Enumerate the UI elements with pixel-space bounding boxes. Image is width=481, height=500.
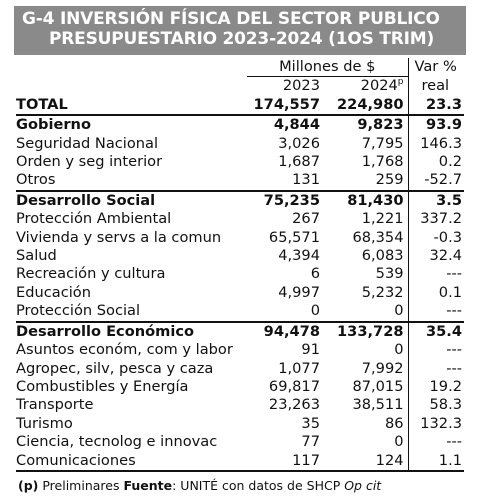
value-2023: 35 [301,414,320,432]
table-row [16,302,464,321]
value-2024: 259 [375,171,404,189]
value-var: 19.2 [408,378,464,396]
value-var: 3.5 [408,191,464,210]
value-2024: 7,992 [361,359,404,377]
table-row [16,171,464,190]
value-2023: 69,817 [268,377,320,395]
table-row [16,229,464,247]
value-2023: 4,394 [278,247,320,265]
value-2023: 1,077 [278,359,320,377]
table-row [16,341,464,359]
value-2023: 267 [292,210,320,228]
value-2024: 224,980 [324,96,408,115]
value-2024: 87,015 [352,377,404,395]
row-label: Educación [16,283,91,301]
value-2024: 5,232 [361,283,404,301]
value-2024: 539 [375,265,404,283]
row-label: Desarrollo Económico [16,322,247,341]
row-label: Comunicaciones [16,452,247,471]
header-row-2 [16,77,464,96]
footnote-opcit: Op cit [344,478,382,493]
col-2024-year: 2024 [360,77,398,95]
footnote-source-label: Fuente [123,478,173,493]
row-label: Otros [16,171,56,189]
table-row [16,265,464,283]
value-2023: 1,687 [278,153,320,171]
value-var: --- [408,341,464,359]
table-row [16,284,464,302]
row-label: Ciencia, tecnolog e innovac [16,433,218,451]
header-row-1 [16,58,464,77]
row-label: Vivienda y servs a la comun [16,228,222,246]
value-2024: 133,728 [324,322,408,341]
value-2023: 23,263 [268,396,320,414]
figure-code: G-4 [22,9,55,29]
row-label: Agropec, silv, pesca y caza [16,359,214,377]
value-2023: 131 [292,171,320,189]
var-label: Var % [408,58,464,77]
value-2023: 65,571 [268,228,320,246]
value-2023: 6 [310,265,320,283]
value-var: 146.3 [408,135,464,153]
value-2024: 0 [394,433,404,451]
table-row [16,433,464,451]
table-row [16,135,464,153]
value-2024: 1,768 [361,153,404,171]
value-var: 0.1 [408,284,464,302]
preliminary-marker: p [397,77,404,88]
row-label: Gobierno [16,116,91,134]
value-2023: 0 [310,302,320,320]
footnote-marker: (p) [18,478,39,493]
value-2023: 3,026 [278,134,320,152]
row-label: Seguridad Nacional [16,134,159,152]
row-label: Protección Social [16,302,141,320]
value-var: 1.1 [408,452,464,471]
value-var: 23.3 [408,96,464,115]
var-sub-header: real [408,77,464,96]
table-row [16,452,464,471]
value-var: --- [408,360,464,378]
value-var: 337.2 [408,210,464,228]
value-2023: 4,997 [278,283,320,301]
value-2024: 9,823 [357,116,404,134]
value-2024: 1,221 [361,210,404,228]
value-2024: 38,511 [352,396,404,414]
title-line-2: PRESUPUESTARIO 2023-2024 (1OS TRIM) [49,29,435,49]
value-2024: 81,430 [324,191,408,210]
value-var: 58.3 [408,396,464,414]
title-line-1 [22,9,458,29]
section-row [16,115,464,134]
value-2024: 124 [324,452,408,471]
section-row [16,322,464,341]
value-var: -0.3 [408,229,464,247]
row-label: Orden y seg interior [16,153,163,171]
value-2024: 7,795 [361,134,404,152]
units-label: Millones de $ [247,58,408,77]
value-var: 0.2 [408,153,464,171]
footnote [18,478,381,494]
value-2024: 86 [384,414,404,432]
value-var: 93.9 [408,115,464,134]
row-label: Recreación y cultura [16,265,166,283]
value-2023: 94,478 [247,322,324,341]
total-row [16,96,464,115]
footnote-text-2: : UNITÉ con datos de SHCP [172,478,345,493]
investment-table [16,58,464,472]
value-2024: 68,354 [352,228,404,246]
value-var: 32.4 [408,247,464,265]
table-row [16,210,464,228]
value-var: --- [408,302,464,321]
row-label: Salud [16,247,57,265]
value-2023: 75,235 [247,191,324,210]
row-label: Turismo [16,414,73,432]
value-var: -52.7 [408,171,464,190]
value-2023: 117 [247,452,324,471]
col-2023-header: 2023 [282,77,320,95]
row-label: Desarrollo Social [16,191,247,210]
value-2023: 77 [301,433,320,451]
value-var: --- [408,433,464,451]
value-2023: 91 [301,341,320,359]
title-text-1: INVERSIÓN FÍSICA DEL SECTOR PUBLICO [60,9,440,29]
title-bar [14,6,466,55]
table-row [16,378,464,396]
value-2024: 0 [394,341,404,359]
section-row [16,191,464,210]
value-2024: 0 [394,302,404,320]
row-label: Combustibles y Energía [16,377,189,395]
table-row [16,153,464,171]
row-label: TOTAL [16,96,247,115]
table-row [16,360,464,378]
value-2023: 174,557 [247,96,324,115]
col-2024-header [324,77,408,96]
value-var: --- [408,265,464,283]
row-label: Protección Ambiental [16,210,172,228]
table-row [16,415,464,433]
row-label: Asuntos económ, com y labor [16,341,233,359]
table-row [16,396,464,414]
footnote-text-1: Preliminares [38,478,124,493]
value-var: 132.3 [408,415,464,433]
value-2023: 4,844 [273,116,320,134]
table-row [16,247,464,265]
value-var: 35.4 [408,322,464,341]
row-label: Transporte [16,396,94,414]
value-2024: 6,083 [361,247,404,265]
